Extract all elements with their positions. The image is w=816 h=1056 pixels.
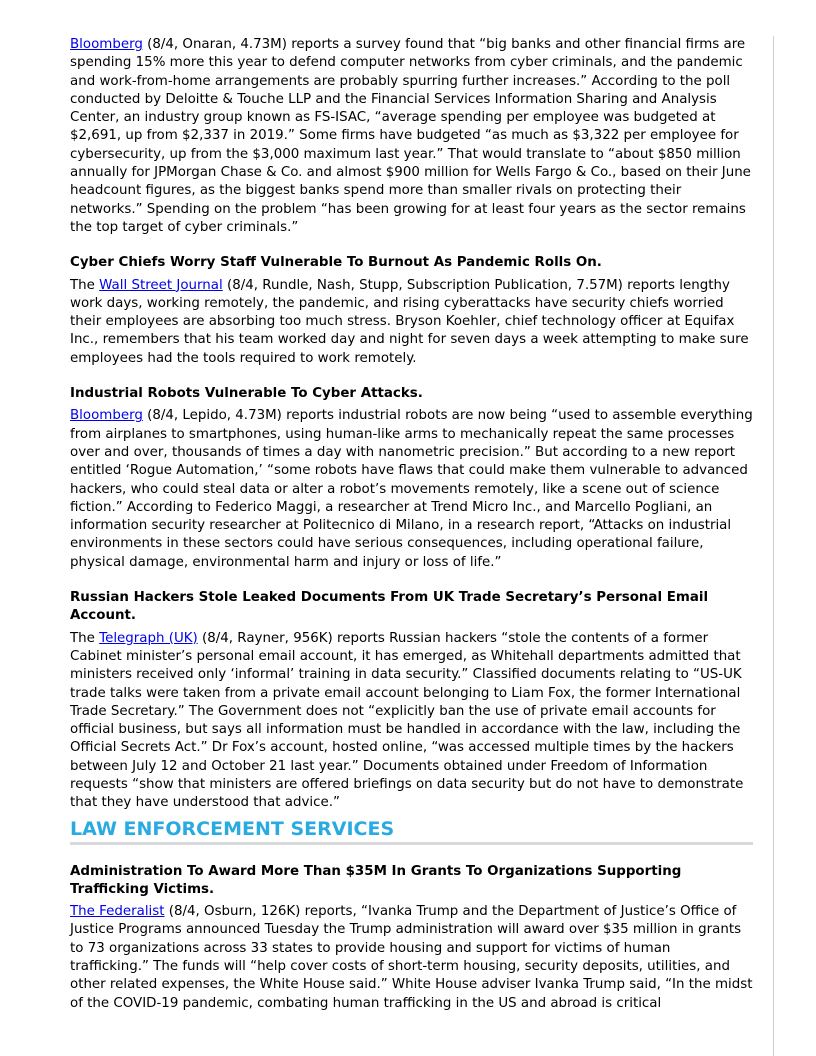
article-body: (8/4, Rayner, 956K) reports Russian hackers “stole the contents of a former Cabinet minister’s personal email account, it has emerged, as Whitehall departments admitted that ministers received only ‘informal’ training in data security.” Classified documents relating to “US-UK trade talks were taken from a private email account belonging to Liam Fox, the former International Trade Secretary.” The Government does not “explicitly ban the use of private email accounts for official business, but says all information must be handled in accordance with the law, including the Official Secrets Act.” Dr Fox’s account, hosted online, “was accessed multiple times by the hackers between July 12 and October 21 last year.” Documents obtained under Freedom of Information requests “show that ministers are offered briefings on data security but do not have to demonstrate that they have understood that advice.” [70,630,744,811]
source-link[interactable]: Wall Street Journal [99,277,223,293]
article-trafficking-grants [70,863,753,1013]
article-paragraph [70,407,753,572]
article-paragraph [70,903,753,1013]
article-body: (8/4, Rundle, Nash, Stupp, Subscription Publication, 7.57M) reports lengthy work days, working remotely, the pandemic, and rising cyberattacks have security chiefs worried their employees are absorbing too much stress. Bryson Koehler, chief technology officer at Equifax Inc., remembers that his team worked day and night for seven days a week attempting to make sure employees had the tools required to work remotely. [70,277,749,366]
article-prefix: The [70,277,100,293]
page-right-border [773,36,774,1056]
article-headline: Industrial Robots Vulnerable To Cyber Attacks. [70,386,423,402]
article-paragraph [70,277,753,368]
article-body: (8/4, Lepido, 4.73M) reports industrial robots are now being “used to assemble everything from airplanes to smartphones, using human-like arms to mechanically repeat the same processes over and over, thousands of times a day with nanometric precision.” But according to a new report entitled ‘Rogue Automation,’ “some robots have flaws that could make them vulnerable to advanced hackers, who could steal data or alter a robot’s movements remotely, like a scene out of science fiction.” According to Federico Maggi, a researcher at Trend Micro Inc., and Marcello Pogliani, an information security researcher at Politecnico di Milano, in a research report, “Attacks on industrial environments in these sectors could have serious consequences, including operational failure, physical damage, environmental harm and injury or loss of life.” [70,408,753,570]
source-link[interactable]: The Federalist [70,904,165,920]
source-link[interactable]: Bloomberg [70,408,143,424]
article-paragraph [70,36,753,237]
article-body: (8/4, Onaran, 4.73M) reports a survey found that “big banks and other financial firms are spending 15% more this year to defend computer networks from cyber criminals, and the pandemic and work-from-home arrangements are probably spurring further increases.” According to the poll conducted by Deloitte & Touche LLP and the Financial Services Information Sharing and Analysis Center, an industry group known as FS-ISAC, “average spending per employee was budgeted at $2,691, up from $2,337 in 2019.” Some firms have budgeted “as much as $3,322 per employee for cybersecurity, up from the $3,000 maximum last year.” That would translate to “about $850 million annually for JPMorgan Chase & Co. and almost $900 million for Wells Fargo & Co., based on their June headcount figures, as the biggest banks spend more than smaller rivals on protecting their networks.” Spending on the problem “has been growing for at least four years as the sector remains the top target of cyber criminals.” [70,37,751,235]
article-body: (8/4, Osburn, 126K) reports, “Ivanka Trump and the Department of Justice’s Office of Justice Programs announced Tuesday the Trump administration will award over $35 million in grants to 73 organizations across 33 states to provide housing and support for victims of human trafficking.” The funds will “help cover costs of short-term housing, security deposits, utilities, and other related expenses, the White House said.” White House adviser Ivanka Trump said, “In the midst of the COVID-19 pandemic, combating human trafficking in the US and abroad is critical [70,904,753,1011]
article-headline: Cyber Chiefs Worry Staff Vulnerable To Burnout As Pandemic Rolls On. [70,255,602,271]
article-headline: Administration To Award More Than $35M In Grants To Organizations Supporting Trafficking Victims. [70,863,682,897]
article-bank-cyber-spending [70,36,753,237]
source-link[interactable]: Telegraph (UK) [99,630,198,646]
article-industrial-robots [70,385,753,572]
article-paragraph [70,630,753,813]
article-cyber-chiefs-burnout [70,254,753,368]
section-title: LAW ENFORCEMENT SERVICES [70,817,753,845]
newsletter-content [70,36,753,1030]
article-prefix: The [70,630,100,646]
article-headline: Russian Hackers Stole Leaked Documents From UK Trade Secretary’s Personal Email Account. [70,590,709,624]
article-russian-hackers [70,589,753,813]
source-link[interactable]: Bloomberg [70,37,143,52]
